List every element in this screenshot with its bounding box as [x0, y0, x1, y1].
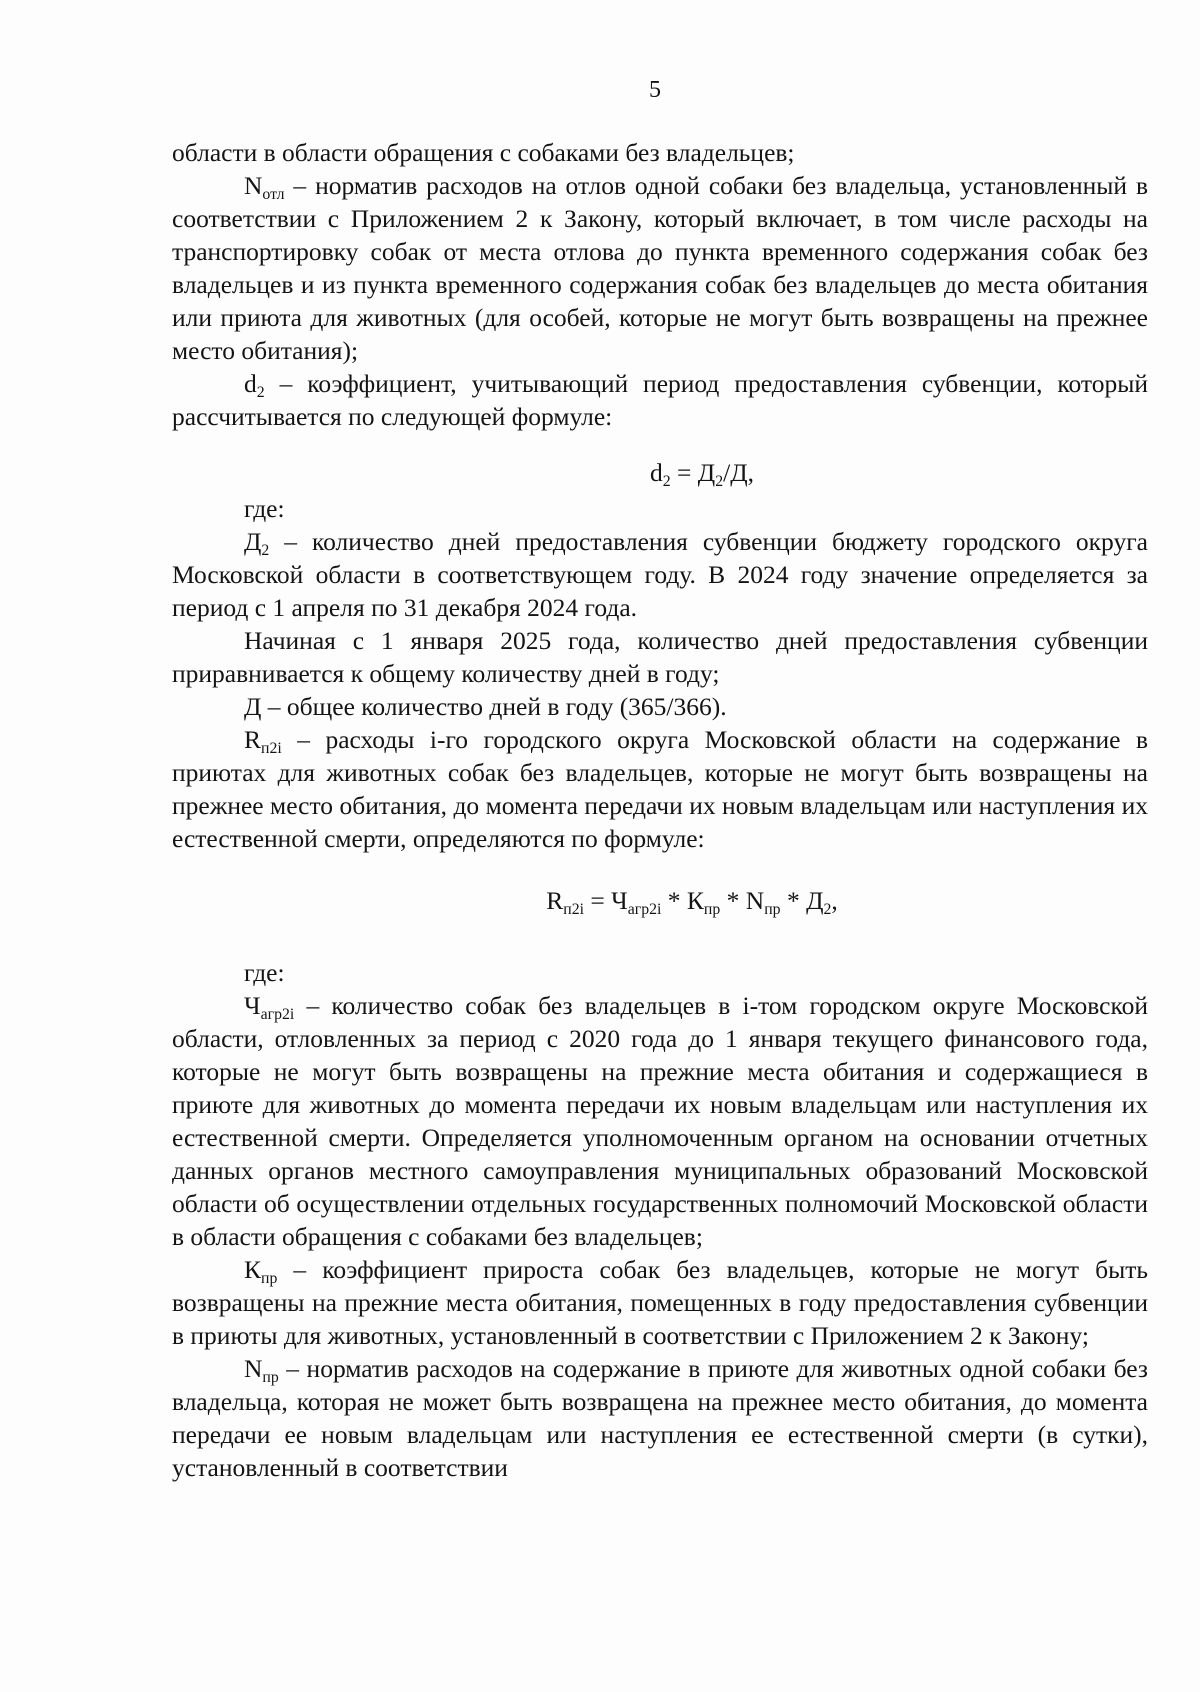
- definition-text: – норматив расходов на отлов одной собаки без владельца, установленный в соответствии с Приложением 2 к Закону, который включает, в том числе расходы на транспортировку собак от места отлова до пункта временного содержания собак без владельцев и из пункта временного содержания собак без владельцев до места обитания или приюта для животных (для особей, которые не могут быть возвращены на прежнее место обитания);: [172, 171, 1148, 365]
- formula-term: * Д: [780, 886, 824, 915]
- symbol-subscript: 2: [256, 384, 265, 402]
- definition-text: – расходы i-го городского округа Московской области на содержание в приютах для животных собак без владельцев, которые не могут быть возвращены на прежнее место обитания, до момента передачи их новым владельцам или наступления их естественной смерти, определяются по формуле:: [172, 725, 1148, 853]
- definition-D: Д – общее количество дней в году (365/366).: [244, 692, 727, 721]
- formula-subscript: 2: [715, 473, 724, 491]
- definition-n-pr: [172, 1352, 1148, 1484]
- formula-term: * N: [720, 886, 765, 915]
- definition-d2: [172, 367, 1148, 433]
- formula-subscript: 2: [823, 901, 832, 919]
- symbol: К: [244, 1255, 262, 1284]
- formula-term: R: [546, 886, 564, 915]
- formula-term: d: [650, 458, 663, 487]
- formula-subscript: пр: [764, 901, 781, 919]
- paragraph: Начиная с 1 января 2025 года, количество дней предоставления субвенции приравнивается к общему количеству дней в году;: [172, 626, 1148, 688]
- symbol-subscript: п2i: [261, 740, 282, 758]
- symbol-subscript: пр: [261, 1270, 278, 1288]
- definition-k-pr: [172, 1253, 1148, 1352]
- document-body: [172, 136, 1148, 1484]
- definition-text: – норматив расходов на содержание в приюте для животных одной собаки без владельца, которая не может быть возвращена на прежнее место обитания, до момента передачи ее новым владельцам или наступления ее естественной смерти (в сутки), установленный в соответствии: [172, 1354, 1148, 1482]
- definition-D2: [172, 525, 1148, 624]
- formula-subscript: 2: [662, 473, 671, 491]
- symbol: Ч: [244, 991, 261, 1020]
- formula-term: ,: [831, 886, 838, 915]
- definition-ch-agr2i: [172, 989, 1148, 1253]
- symbol: N: [244, 171, 263, 200]
- symbol: d: [244, 369, 257, 398]
- formula-subscript: пр: [703, 901, 721, 919]
- formula-term: * К: [661, 886, 704, 915]
- paragraph-text: области в области обращения с собаками без владельцев;: [172, 138, 795, 167]
- definition-text: – коэффициент, учитывающий период предоставления субвенции, который рассчитывается по следующей формуле:: [172, 369, 1148, 431]
- symbol-subscript: 2: [261, 542, 270, 560]
- symbol: Д: [244, 527, 262, 556]
- formula-term: = Д: [670, 458, 716, 487]
- where-label: где:: [244, 494, 285, 523]
- symbol-subscript: пр: [262, 1369, 279, 1387]
- formula-subscript: п2i: [563, 901, 584, 919]
- where-label: где:: [244, 958, 285, 987]
- page-number: 5: [649, 77, 661, 103]
- symbol-subscript: агр2i: [260, 1006, 295, 1024]
- formula-r-p2i: [172, 884, 1148, 917]
- formula-term: = Ч: [584, 886, 628, 915]
- formula-d2: [172, 456, 1148, 489]
- definition-n-otl: [172, 169, 1148, 367]
- formula-term: /Д,: [723, 458, 754, 487]
- definition-text: – количество дней предоставления субвенции бюджету городского округа Московской области в соответствующем году. В 2024 году значение определяется за период с 1 апреля по 31 декабря 2024 года.: [172, 527, 1148, 622]
- definition-text: – коэффициент прироста собак без владельцев, которые не могут быть возвращены на прежние места обитания, помещенных в году предоставления субвенции в приюты для животных, установленный в соответствии с Приложением 2 к Закону;: [172, 1255, 1148, 1350]
- paragraph: [172, 136, 1148, 169]
- definition-r-p2i: [172, 723, 1148, 855]
- definition-text: – количество собак без владельцев в i-том городском округе Московской области, отловленных за период с 2020 года до 1 января текущего финансового года, которые не могут быть возвращены на прежние места обитания и содержащиеся в приюте для животных до момента передачи их новым владельцам или наступления их естественной смерти. Определяется уполномоченным органом на основании отчетных данных органов местного самоуправления муниципальных образований Московской области об осуществлении отдельных государственных полномочий Московской области в области обращения с собаками без владельцев;: [172, 991, 1148, 1251]
- symbol: N: [244, 1354, 263, 1383]
- symbol-subscript: отл: [262, 186, 285, 204]
- symbol: R: [244, 725, 262, 754]
- formula-subscript: агр2i: [627, 901, 662, 919]
